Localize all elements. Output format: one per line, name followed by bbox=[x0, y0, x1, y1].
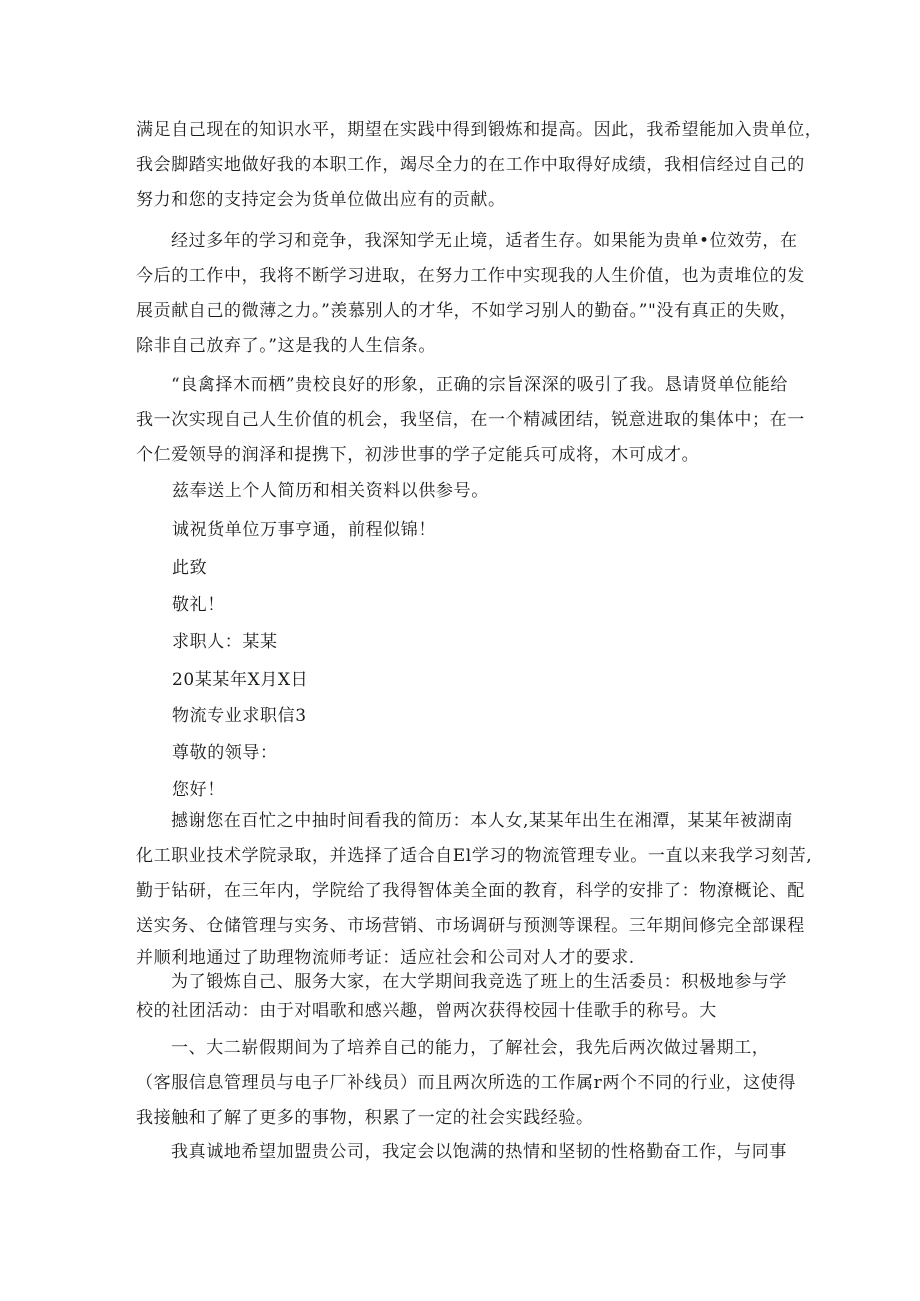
paragraph-4 bbox=[136, 804, 813, 973]
paragraph-5 bbox=[136, 968, 786, 1026]
paragraph-line: 校的社团活动：由于对唱歌和感兴趣，曾两次获得校园十佳歌手的称号。大 bbox=[136, 1001, 717, 1021]
paragraph-line: 撼谢您在百忙之中抽时间看我的简历：本人女,某某年出生在湘潭，某某年被湖南 bbox=[171, 811, 794, 831]
section-title: 物流专业求职信3 bbox=[172, 706, 307, 726]
paragraph-3 bbox=[136, 368, 805, 473]
wishes-line: 诚祝货单位万事亨通，前程似锦！ bbox=[172, 520, 436, 540]
enclosure-line: 兹奉送上个人简历和相关资料以供参号。 bbox=[172, 481, 489, 501]
paragraph-line: 并顺利地通过了助理物流师考证：适应社会和公司对人才的要求. bbox=[136, 948, 635, 968]
paragraph-line: 勤于钻研，在三年内，学院给了我得智体美全面的教育，科学的安排了：物潦概论、配 bbox=[136, 881, 805, 901]
paragraph-line: 经过多年的学习和竞争，我深知学无止境，适者生存。如果能为贵单•位效劳，在 bbox=[171, 231, 798, 251]
paragraph-line: 展贡献自己的微薄之力。”羡慕别人的才华，不如学习别人的勤奋。”"没有真正的失败， bbox=[136, 301, 798, 321]
paragraph-line: （客服信息管理员与电子厂补线员）而且两次所选的工作属r两个不同的行业，这使得 bbox=[136, 1073, 796, 1093]
paragraph-line: 化工职业技术学院录取，并选择了适合自El学习的物流管理专业。一直以来我学习刻苦, bbox=[136, 846, 813, 866]
paragraph-line: 我接触和了解了更多的事物，积累了一定的社会实践经验。 bbox=[136, 1108, 594, 1128]
paragraph-line: 送实务、仓储管理与实务、市场营销、市场调研与预测等课程。三年期间修完全部课程 bbox=[136, 916, 805, 936]
applicant-line: 求职人：某某 bbox=[172, 632, 278, 652]
paragraph-6 bbox=[136, 1031, 796, 1136]
salute-line: 敬礼！ bbox=[172, 595, 225, 615]
paragraph-2 bbox=[136, 224, 805, 364]
paragraph-line: 除非自己放弃了。”这是我的人生信条。 bbox=[136, 336, 436, 356]
paragraph-line: 为了锻炼自己、服务大家，在大学期间我竞选了班上的生活委员：积极地参与学 bbox=[171, 972, 787, 992]
paragraph-line: 一、大二崭假期间为了培养自己的能力，了解社会，我先后两次做过暑期工， bbox=[171, 1038, 770, 1058]
paragraph-1 bbox=[136, 113, 823, 218]
paragraph-line: 我会脚踏实地做好我的本职工作，竭尽全力的在工作中取得好成绩，我相信经过自己的 bbox=[136, 155, 805, 175]
paragraph-line: 今后的工作中，我将不断学习进取，在努力工作中实现我的人生价值，也为责堆位的发 bbox=[136, 266, 805, 286]
paragraph-line: 我真诚地希望加盟贵公司，我定会以饱满的热情和坚韧的性格勤奋工作，与同事 bbox=[171, 1142, 787, 1162]
paragraph-7 bbox=[136, 1135, 786, 1170]
paragraph-line: 满足自己现在的知识水平，期望在实践中得到锻炼和提高。因此，我希望能加入贵单位， bbox=[136, 120, 823, 140]
paragraph-line: “良禽择木而栖”贵校良好的形象，正确的宗旨深深的吸引了我。恳请贤单位能给 bbox=[171, 375, 788, 395]
paragraph-line: 我一次实现自己人生价值的机会，我坚信，在一个精减团结，锐意进取的集体中；在一 bbox=[136, 410, 805, 430]
paragraph-line: 个仁爱领导的润泽和提携下，初涉世事的学子定能兵可成将，木可成才。 bbox=[136, 445, 700, 465]
salutation-line: 尊敬的领导： bbox=[172, 743, 278, 763]
closing-line: 此致 bbox=[172, 558, 208, 578]
greeting-line: 您好！ bbox=[172, 780, 225, 800]
date-line: 20某某年X月X日 bbox=[172, 670, 309, 690]
paragraph-line: 努力和您的支持定会为货单位做出应有的贡献。 bbox=[136, 190, 506, 210]
